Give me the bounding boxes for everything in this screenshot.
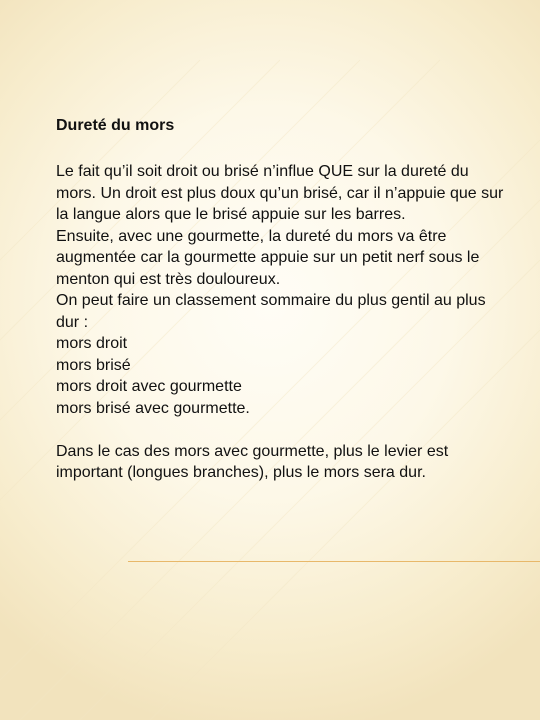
paragraph-1 [56,161,506,419]
paragraph-spacer [56,419,506,441]
slide-title: Dureté du mors [56,117,175,134]
text-line: Le fait qu’il soit droit ou brisé n’influe QUE sur la dureté du mors. Un droit est plus doux qu’un brisé, car il n’appuie que sur la langue alors que le brisé appuie sur les barres. [56,163,504,223]
text-line: On peut faire un classement sommaire du plus gentil au plus dur : [56,292,486,331]
divider-line [128,561,540,562]
paragraph-2 [56,441,506,484]
text-line: Dans le cas des mors avec gourmette, plus le levier est important (longues branches), plus le mors sera dur. [56,442,449,481]
text-line: Ensuite, avec une gourmette, la dureté du mors va être augmentée car la gourmette appuie sur un petit nerf sous le menton qui est très douloureux. [56,227,480,288]
list-item: mors droit [56,335,128,352]
list-item: mors droit avec gourmette [56,378,242,395]
list-item: mors brisé avec gourmette. [56,399,250,417]
list-item: mors brisé [56,356,131,374]
slide-body [56,161,506,484]
